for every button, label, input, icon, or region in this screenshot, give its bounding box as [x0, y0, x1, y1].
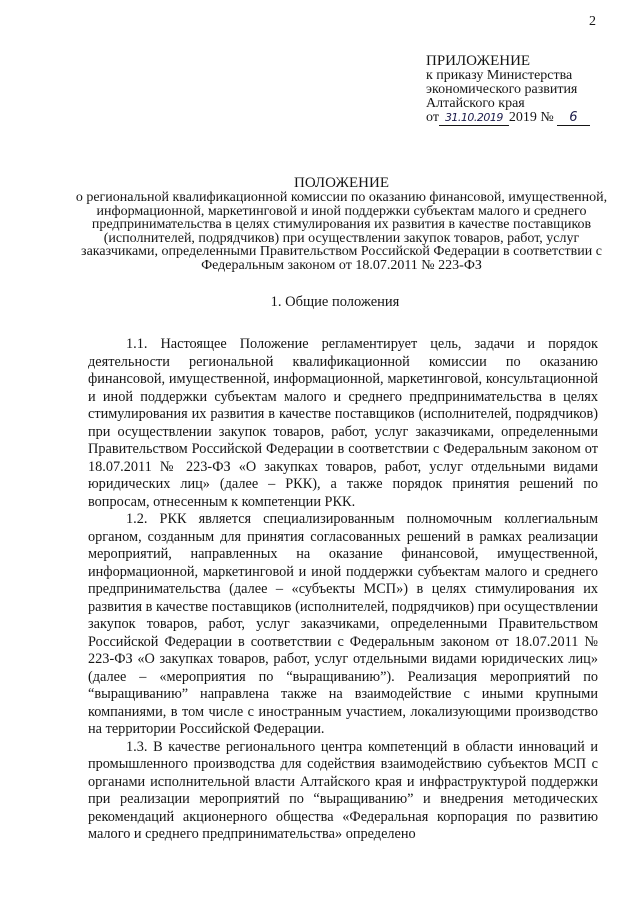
paragraph: 1.1. Настоящее Положение регламентирует цель, задачи и порядок деятельности региональной квалификационной комиссии по оказанию финансовой, имущественной, информационной, маркетинговой, консультационной и иной поддержки субъектам малого и среднего предпринимательства в целях стимулирования их развития в качестве поставщиков (исполнителей, подрядчиков) при осуществлении закупок товаров, работ, услуг заказчиками, определенными Правительством Российской Федерации в соответствии с Федеральным законом от 18.07.2011 № 223-ФЗ «О закупках товаров, работ, услуг отдельными видами юридических лиц» (далее – РКК), а также порядок принятия решений по вопросам, отнесенным к компетенции РКК.: [88, 336, 598, 510]
appendix-line-ministry: к приказу Министерства: [426, 68, 573, 83]
appendix-block: [426, 53, 626, 126]
appendix-line-region: Алтайского края: [426, 96, 525, 111]
paragraph: 1.2. РКК является специализированным полномочным коллегиальным органом, созданным для принятия согласованных решений в рамках реализации мероприятий, направленных на оказание финансовой, имущественной, информационной, маркетинговой и иной поддержки субъектам малого и среднего предпринимательства (далее – «субъекты МСП») в целях стимулирования их развития в качестве поставщиков (исполнителей, подрядчиков) при осуществлении закупок товаров, работ, услуг заказчиками, определенными Правительством Российской Федерации в соответствии с Федеральным законом от 18.07.2011 № 223-ФЗ «О закупках товаров, работ, услуг отдельными видами юридических лиц» (далее – «мероприятия по “выращиванию”). Реализация мероприятий по “выращиванию” направлена также на взаимодействие с иными крупными компаниями, в том числе с иностранным участием, локализующими производство на территории Российской Федерации.: [88, 511, 598, 737]
document-title: ПОЛОЖЕНИЕ: [294, 175, 389, 191]
appendix-order-line: [426, 111, 626, 126]
order-prefix: от: [426, 110, 439, 125]
document-subtitle: о региональной квалификационной комиссии по оказанию финансовой, имущественной, информационной, маркетинговой и иной поддержки субъектам малого и среднего предпринимательства в целях стимулирования их развития в качестве поставщиков (исполнителей, подрядчиков) при осуществлении закупок товаров, работ, услуг заказчиками, определенными Правительством Российской Федерации в соответствии с Федеральным законом от 18.07.2011 № 223-ФЗ: [75, 190, 608, 273]
page-number: 2: [589, 14, 596, 29]
document-title-block: [74, 176, 609, 272]
section-heading: 1. Общие положения: [270, 294, 400, 310]
document-body: [88, 336, 598, 844]
appendix-line-economy: экономического развития: [426, 82, 578, 97]
order-number-handwritten: 6: [557, 111, 589, 126]
appendix-heading: ПРИЛОЖЕНИЕ: [426, 53, 531, 69]
paragraph: 1.3. В качестве регионального центра компетенций в области инноваций и промышленного производства для содействия взаимодействию субъектов МСП с органами исполнительной власти Алтайского края и инфраструктурой поддержки при реализации мероприятий по “выращиванию” и внедрения методических рекомендаций акционерного общества «Федеральная корпорация по развитию малого и среднего предпринимательства» определено: [88, 738, 598, 842]
order-date-handwritten: 31.10.2019: [439, 111, 509, 126]
order-year: 2019 №: [508, 110, 554, 125]
